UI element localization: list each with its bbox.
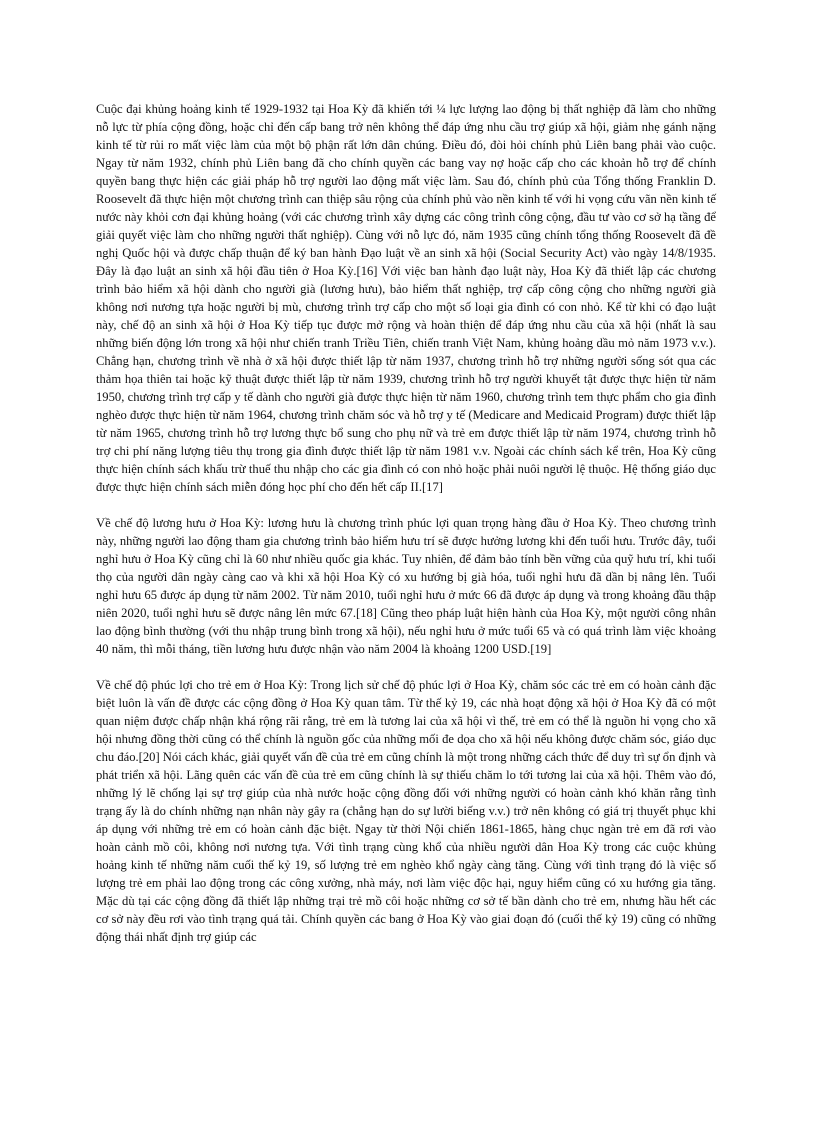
paragraph-pension: Về chế độ lương hưu ở Hoa Kỳ: lương hưu là chương trình phúc lợi quan trọng hàng đầu ở Hoa Kỳ. Theo chương trình này, những người lao động tham gia chương trình bảo hiểm hưu trí sẽ được hưởng lương khi đến tuổi hưu. Trước đây, tuổi nghỉ hưu ở Hoa Kỳ cũng chỉ là 60 như nhiều quốc gia khác. Tuy nhiên, để đảm bảo tính bền vững của quỹ hưu trí, khi tuổi thọ của người dân ngày càng cao và khi xã hội Hoa Kỳ có xu hướng bị già hóa, tuổi nghỉ hưu đã dần bị nâng lên. Tuổi nghỉ hưu 65 được áp dụng từ năm 2002. Từ năm 2010, tuổi nghỉ hưu ở mức 66 đã được áp dụng và trong khoảng đầu thập niên 2020, tuổi nghỉ hưu sẽ được nâng lên mức 67.[18] Cũng theo pháp luật hiện hành của Hoa Kỳ, một người công nhân lao động bình thường (với thu nhập trung bình trong xã hội), nếu nghỉ hưu ở mức tuổi 65 và có quá trình làm việc khoảng 40 năm, thì mỗi tháng, tiền lương hưu được nhận vào năm 2004 là khoảng 1200 USD.[19] xyxy=(96,516,716,656)
paragraph-child-welfare: Về chế độ phúc lợi cho trẻ em ở Hoa Kỳ: Trong lịch sử chế độ phúc lợi ở Hoa Kỳ, chăm sóc các trẻ em có hoàn cảnh đặc biệt luôn là vấn đề được các cộng đồng ở Hoa Kỳ quan tâm. Từ thế kỷ 19, các nhà hoạt động xã hội ở Hoa Kỳ đã có một quan niệm được chấp nhận khá rộng rãi rằng, trẻ em là tương lai của xã hội vì thế, trẻ em có thể là nguồn hi vọng cho xã hội nhưng đồng thời cũng có thể chính là nguồn gốc của những mối đe dọa cho xã hội nếu không được chăm sóc, giáo dục chu đáo.[20] Nói cách khác, giải quyết vấn đề của trẻ em cũng chính là một trong những cách thức để duy trì sự ổn định và phát triển xã hội. Lãng quên các vấn đề của trẻ em cũng chính là sự thiếu chăm lo tới tương lai của xã hội. Thêm vào đó, những lý lẽ chống lại sự trợ giúp của nhà nước hoặc cộng đồng đối với những người có hoàn cảnh khó khăn rằng tình trạng ấy là do chính những nạn nhân này gây ra (chẳng hạn do sự lười biếng v.v.) trở nên không có giá trị thuyết phục khi áp dụng với những trẻ em có hoàn cảnh đặc biệt. Ngay từ thời Nội chiến 1861-1865, hàng chục ngàn trẻ em đã rơi vào hoàn cảnh mồ côi, không nơi nương tựa. Với tình trạng cùng khổ của nhiều người dân Hoa Kỳ trong các cuộc khủng hoảng kinh tế những năm cuối thế kỷ 19, số lượng trẻ em nghèo khổ ngày càng tăng. Cùng với tình trạng đó là việc số lượng trẻ em phải lao động trong các công xưởng, nhà máy, nơi làm việc độc hại, nguy hiểm cũng có xu hướng gia tăng. Mặc dù tại các cộng đồng đã thiết lập những trại trẻ mồ côi hoặc những cơ sở tế bần dành cho trẻ em, nhưng hầu hết các cơ sở này đều rơi vào tình trạng quá tải. Chính quyền các bang ở Hoa Kỳ vào giai đoạn đó (cuối thế kỷ 19) cũng có những động thái nhất định trợ giúp các xyxy=(96,678,716,944)
paragraph-great-depression: Cuộc đại khủng hoảng kinh tế 1929-1932 tại Hoa Kỳ đã khiến tới ¼ lực lượng lao động bị thất nghiệp đã làm cho những nỗ lực từ phía cộng đồng, hoặc chỉ đến cấp bang trở nên không thể đáp ứng nhu cầu trợ giúp xã hội, giảm nhẹ gánh nặng kinh tế từ rủi ro mất việc làm của một bộ phận rất lớn dân chúng. Điều đó, đòi hỏi chính phủ Liên bang phải vào cuộc. Ngay từ năm 1932, chính phủ Liên bang đã cho chính quyền các bang vay nợ hoặc cấp cho các khoản hỗ trợ để chính quyền bang thực hiện các giải pháp hỗ trợ người lao động mất việc làm. Sau đó, chính phủ của Tổng thống Franklin D. Roosevelt đã thực hiện một chương trình can thiệp sâu rộng của chính phủ vào nền kinh tế với hi vọng cứu vãn nền kinh tế nước này khỏi cơn đại khủng hoảng (với các chương trình xây dựng các công trình công cộng, đầu tư vào cơ sở hạ tầng để giải quyết việc làm cho những người thất nghiệp). Cùng với nỗ lực đó, năm 1935 cũng chính tổng thống Roosevelt đã đề nghị Quốc hội và được chấp thuận để ký ban hành Đạo luật về an sinh xã hội (Social Security Act) vào ngày 14/8/1935. Đây là đạo luật an sinh xã hội đầu tiên ở Hoa Kỳ.[16] Với việc ban hành đạo luật này, Hoa Kỳ đã thiết lập các chương trình bảo hiểm xã hội dành cho người già (lương hưu), bảo hiểm thất nghiệp, trợ cấp công cộng cho những người già không nơi nương tựa hoặc người bị mù, chương trình trợ cấp cho một số loại gia đình có con nhỏ. Kể từ khi có đạo luật này, chế độ an sinh xã hội ở Hoa Kỳ tiếp tục được mở rộng và hoàn thiện để đáp ứng nhu cầu của xã hội (nhất là sau những biến động lớn trong xã hội như chiến tranh Triều Tiên, chiến tranh Việt Nam, khủng hoảng dầu mỏ năm 1973 v.v.). Chẳng hạn, chương trình về nhà ở xã hội được thiết lập từ năm 1937, chương trình hỗ trợ những người sống sót qua các thảm họa thiên tai hoặc kỹ thuật được thiết lập từ năm 1939, chương trình hỗ trợ người khuyết tật được thực hiện từ năm 1950, chương trình trợ cấp y tế dành cho người già được thực hiện từ năm 1960, chương trình tem thực phẩm cho gia đình nghèo được thực hiện từ năm 1964, chương trình chăm sóc và hỗ trợ y tế (Medicare and Medicaid Program) được thiết lập từ năm 1965, chương trình hỗ trợ lương thực bổ sung cho phụ nữ và trẻ em được thiết lập từ năm 1974, chương trình hỗ trợ chi phí năng lượng tiêu thụ trong gia đình được thiết lập từ năm 1981 v.v. Ngoài các chính sách kể trên, Hoa Kỳ cũng thực hiện chính sách khấu trừ thuế thu nhập cho các gia đình có con nhỏ hoặc phải nuôi người lệ thuộc. Hệ thống giáo dục được thực hiện chính sách miễn đóng học phí cho đến hết cấp II.[17] xyxy=(96,102,716,494)
document-page xyxy=(96,100,716,964)
